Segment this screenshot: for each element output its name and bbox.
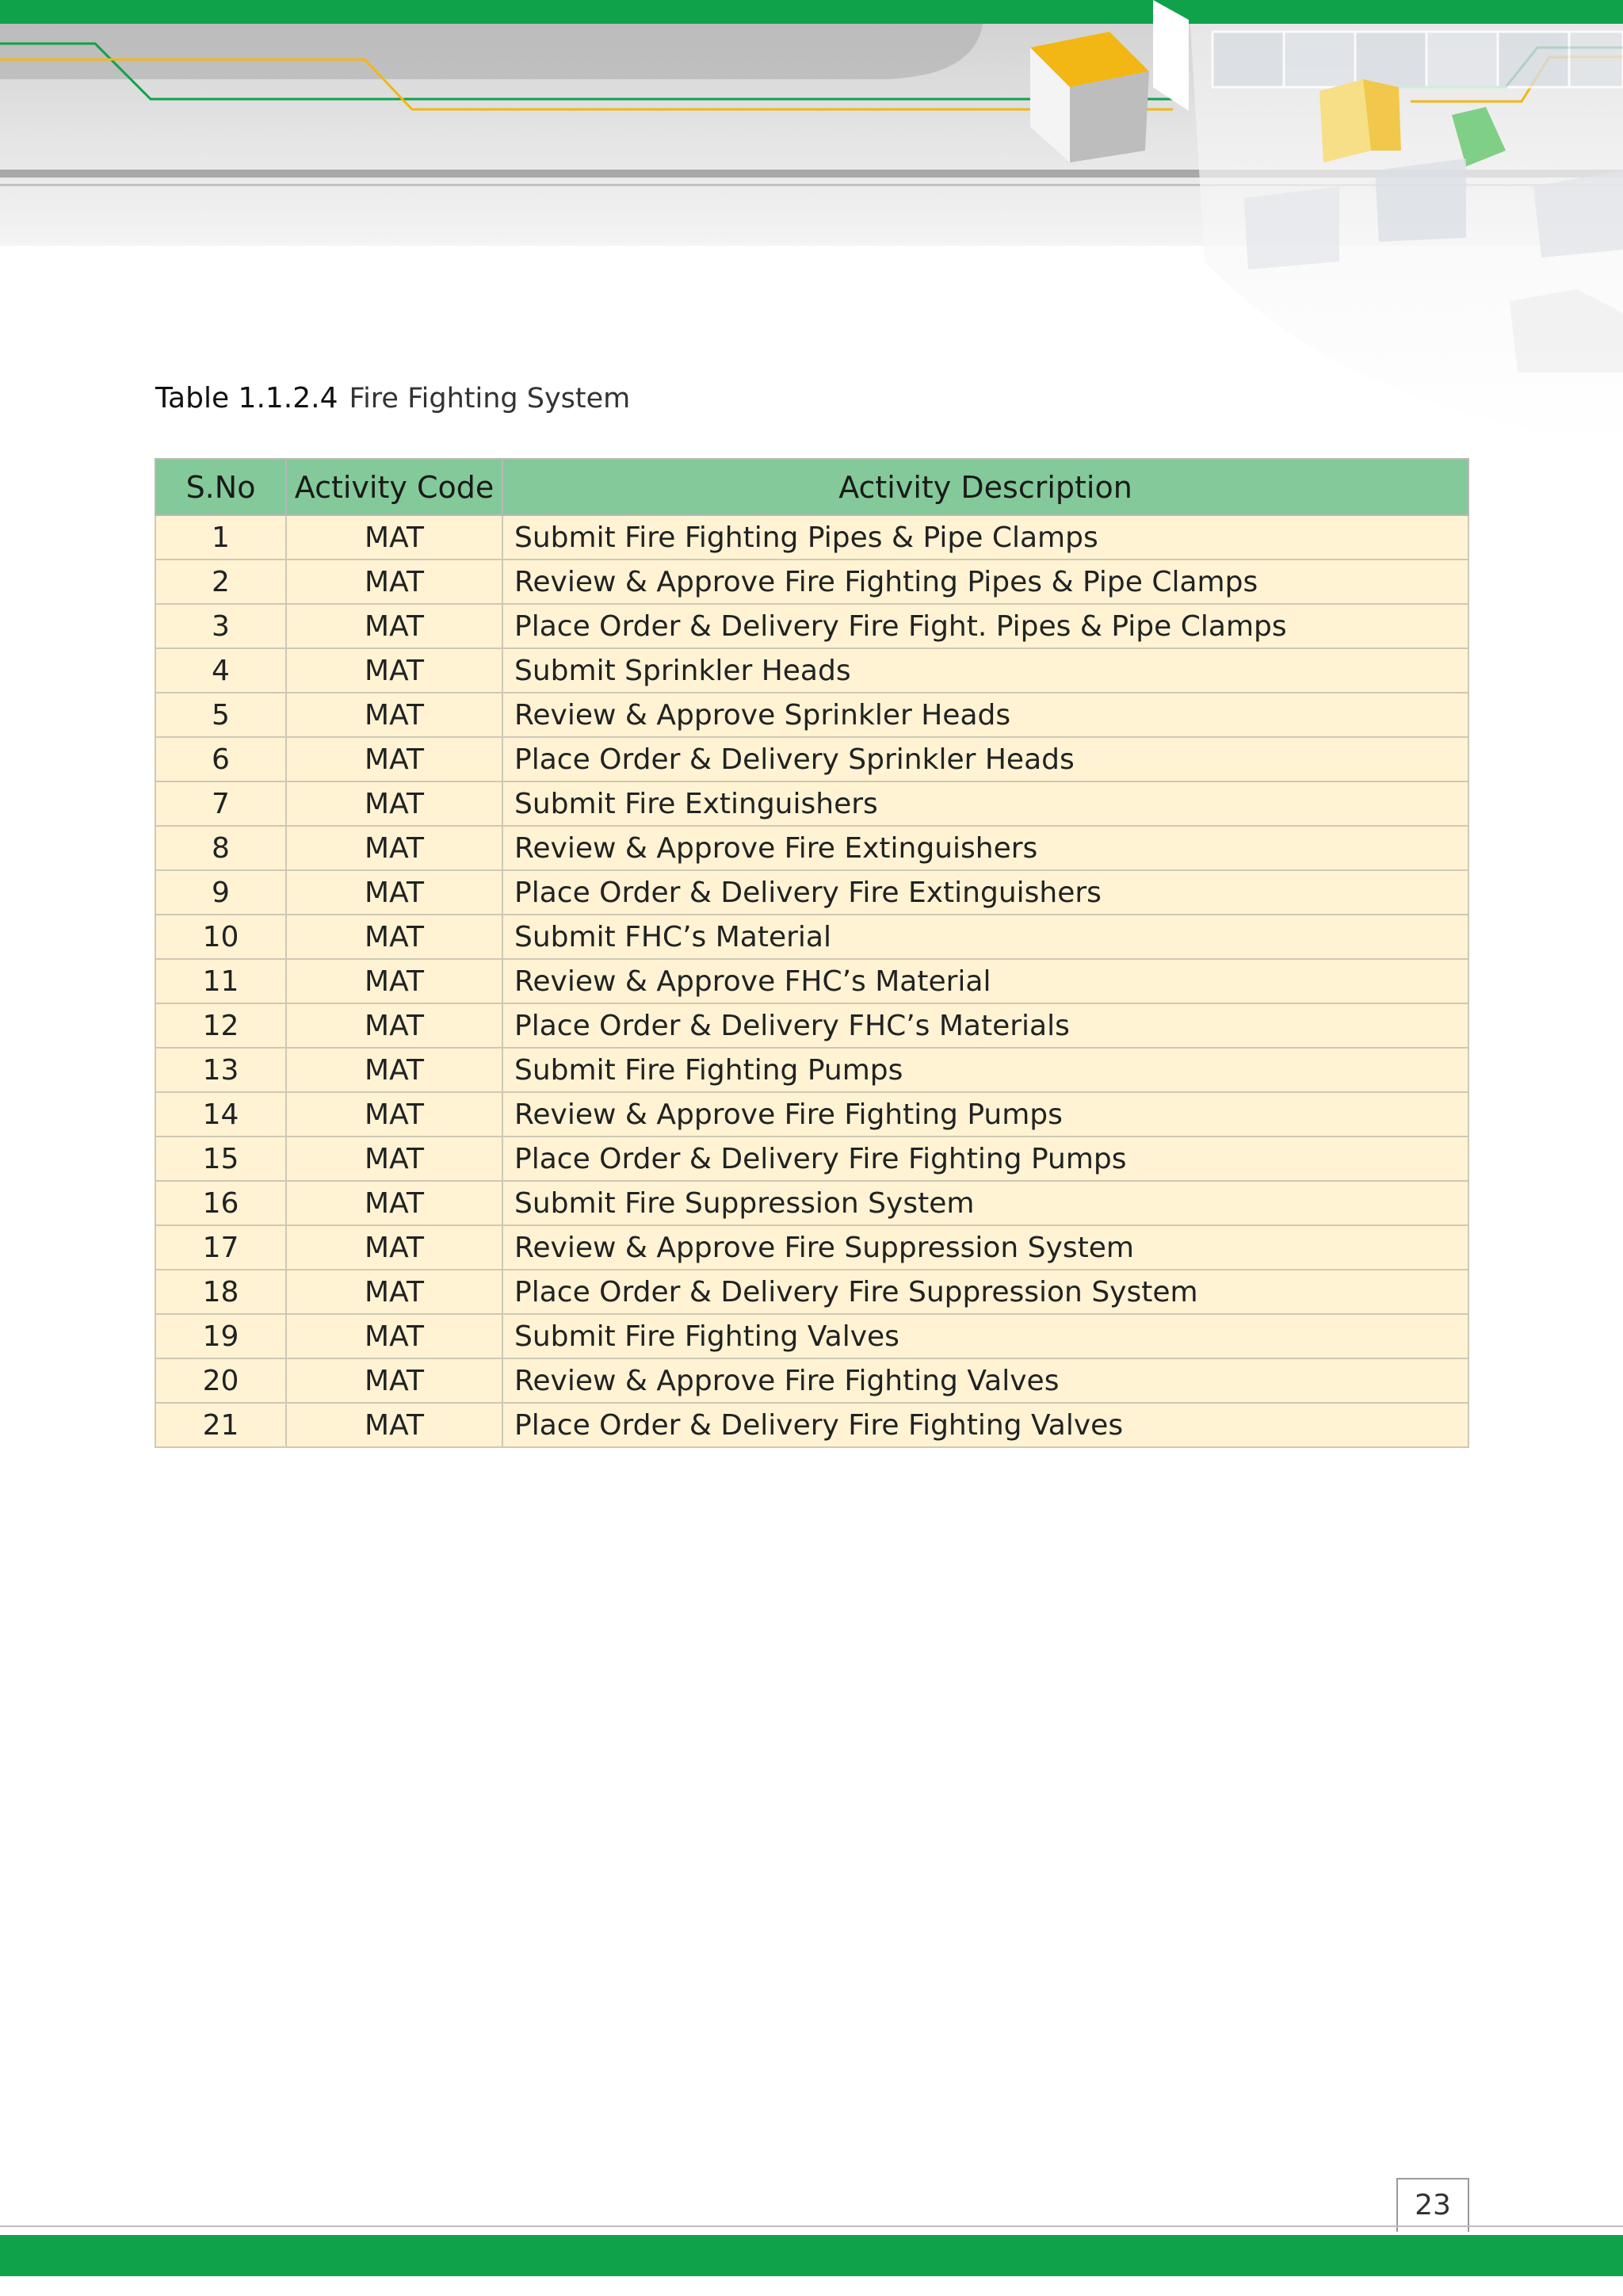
cell-activity-code: MAT xyxy=(286,693,502,737)
cell-activity-code: MAT xyxy=(286,915,502,959)
cell-sno: 3 xyxy=(155,604,286,648)
table-row xyxy=(155,1003,1468,1048)
table-row xyxy=(155,693,1468,737)
cell-sno: 2 xyxy=(155,560,286,604)
table-row xyxy=(155,1048,1468,1092)
cell-activity-code: MAT xyxy=(286,1314,502,1358)
footer-green-bar xyxy=(0,2235,1623,2276)
cell-activity-code: MAT xyxy=(286,1225,502,1270)
fire-fighting-activity-table xyxy=(155,458,1469,1448)
cell-activity-code: MAT xyxy=(286,1181,502,1225)
cell-sno: 18 xyxy=(155,1270,286,1314)
cell-activity-code: MAT xyxy=(286,560,502,604)
cell-sno: 12 xyxy=(155,1003,286,1048)
cell-sno: 20 xyxy=(155,1358,286,1403)
cell-activity-code: MAT xyxy=(286,959,502,1003)
cell-activity-description: Submit FHC’s Material xyxy=(502,915,1468,959)
cell-activity-description: Review & Approve Fire Fighting Valves xyxy=(502,1358,1468,1403)
cell-activity-description: Submit Fire Extinguishers xyxy=(502,781,1468,826)
cell-sno: 11 xyxy=(155,959,286,1003)
table-caption xyxy=(155,379,630,418)
cell-activity-code: MAT xyxy=(286,826,502,870)
table-row xyxy=(155,1270,1468,1314)
cell-sno: 19 xyxy=(155,1314,286,1358)
cell-sno: 9 xyxy=(155,870,286,915)
header-sno: S.No xyxy=(155,459,286,515)
cell-activity-code: MAT xyxy=(286,648,502,693)
cell-activity-description: Review & Approve Fire Fighting Pipes & Pipe Clamps xyxy=(502,560,1468,604)
cell-sno: 14 xyxy=(155,1092,286,1137)
cell-activity-description: Place Order & Delivery FHC’s Materials xyxy=(502,1003,1468,1048)
table-row xyxy=(155,560,1468,604)
cell-activity-description: Submit Sprinkler Heads xyxy=(502,648,1468,693)
cell-activity-code: MAT xyxy=(286,1358,502,1403)
cell-activity-description: Submit Fire Fighting Pipes & Pipe Clamps xyxy=(502,515,1468,560)
cell-sno: 13 xyxy=(155,1048,286,1092)
cell-activity-description: Place Order & Delivery Sprinkler Heads xyxy=(502,737,1468,781)
cell-sno: 15 xyxy=(155,1137,286,1181)
cell-activity-code: MAT xyxy=(286,1137,502,1181)
decorative-header-banner xyxy=(0,0,1623,444)
cell-activity-description: Place Order & Delivery Fire Suppression System xyxy=(502,1270,1468,1314)
table-row xyxy=(155,648,1468,693)
table-row xyxy=(155,915,1468,959)
cell-activity-code: MAT xyxy=(286,604,502,648)
cell-activity-description: Place Order & Delivery Fire Fighting Valves xyxy=(502,1403,1468,1447)
cell-sno: 7 xyxy=(155,781,286,826)
cell-activity-description: Place Order & Delivery Fire Extinguishers xyxy=(502,870,1468,915)
table-row xyxy=(155,1225,1468,1270)
cell-activity-code: MAT xyxy=(286,1048,502,1092)
table-row xyxy=(155,515,1468,560)
cell-sno: 10 xyxy=(155,915,286,959)
table-row xyxy=(155,1181,1468,1225)
cell-sno: 21 xyxy=(155,1403,286,1447)
cell-activity-code: MAT xyxy=(286,1403,502,1447)
table-row xyxy=(155,1314,1468,1358)
footer-divider xyxy=(0,2225,1623,2227)
cell-activity-description: Review & Approve Fire Fighting Pumps xyxy=(502,1092,1468,1137)
table-row xyxy=(155,1358,1468,1403)
cell-activity-code: MAT xyxy=(286,1003,502,1048)
table-number: Table 1.1.2.4 xyxy=(155,382,338,415)
header-activity-description: Activity Description xyxy=(502,459,1468,515)
cell-activity-code: MAT xyxy=(286,870,502,915)
cell-activity-description: Place Order & Delivery Fire Fighting Pumps xyxy=(502,1137,1468,1181)
table-header-row xyxy=(155,459,1468,515)
cell-activity-code: MAT xyxy=(286,1092,502,1137)
cell-activity-code: MAT xyxy=(286,781,502,826)
table-row xyxy=(155,1403,1468,1447)
cell-activity-code: MAT xyxy=(286,1270,502,1314)
table-row xyxy=(155,1092,1468,1137)
cell-sno: 1 xyxy=(155,515,286,560)
cell-sno: 4 xyxy=(155,648,286,693)
table-row xyxy=(155,870,1468,915)
table-row xyxy=(155,1137,1468,1181)
table-row xyxy=(155,737,1468,781)
cell-activity-description: Review & Approve Fire Extinguishers xyxy=(502,826,1468,870)
table-row xyxy=(155,604,1468,648)
table-row xyxy=(155,959,1468,1003)
cell-sno: 16 xyxy=(155,1181,286,1225)
page-number: 23 xyxy=(1396,2178,1469,2232)
cell-activity-description: Place Order & Delivery Fire Fight. Pipes & Pipe Clamps xyxy=(502,604,1468,648)
cell-activity-code: MAT xyxy=(286,737,502,781)
table-row xyxy=(155,781,1468,826)
cell-activity-description: Review & Approve FHC’s Material xyxy=(502,959,1468,1003)
cell-sno: 5 xyxy=(155,693,286,737)
cell-activity-code: MAT xyxy=(286,515,502,560)
cell-activity-description: Submit Fire Suppression System xyxy=(502,1181,1468,1225)
cell-sno: 8 xyxy=(155,826,286,870)
cell-activity-description: Review & Approve Sprinkler Heads xyxy=(502,693,1468,737)
cell-activity-description: Submit Fire Fighting Pumps xyxy=(502,1048,1468,1092)
cell-sno: 17 xyxy=(155,1225,286,1270)
cell-sno: 6 xyxy=(155,737,286,781)
table-title: Fire Fighting System xyxy=(349,383,631,415)
cell-activity-description: Submit Fire Fighting Valves xyxy=(502,1314,1468,1358)
header-activity-code: Activity Code xyxy=(286,459,502,515)
table-row xyxy=(155,826,1468,870)
cell-activity-description: Review & Approve Fire Suppression System xyxy=(502,1225,1468,1270)
table-body xyxy=(155,515,1468,1447)
